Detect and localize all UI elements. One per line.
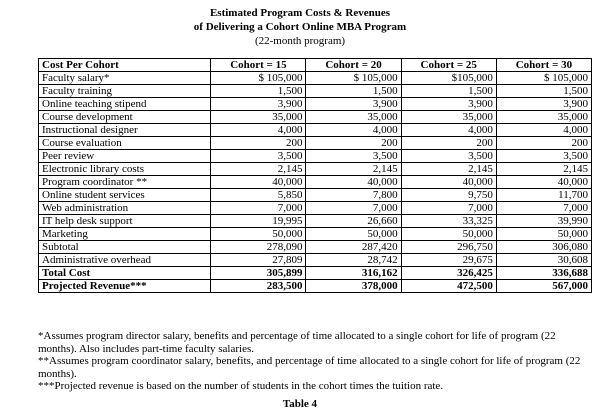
cost-table <box>38 58 592 293</box>
table-cell: 336,688 <box>496 267 591 280</box>
table-row <box>39 280 592 293</box>
table-cell: 4,000 <box>496 124 591 137</box>
table-cell: 9,750 <box>401 189 496 202</box>
row-label: Course development <box>39 111 211 124</box>
table-row <box>39 137 592 150</box>
table-header-row <box>39 59 592 72</box>
table-cell: 26,660 <box>306 215 401 228</box>
table-cell: 567,000 <box>496 280 591 293</box>
table-row <box>39 72 592 85</box>
row-label: Peer review <box>39 150 211 163</box>
table-row <box>39 176 592 189</box>
table-cell: 50,000 <box>401 228 496 241</box>
table-cell: 3,500 <box>306 150 401 163</box>
row-label: Administrative overhead <box>39 254 211 267</box>
table-cell: 3,500 <box>211 150 306 163</box>
table-row <box>39 124 592 137</box>
title-line-2: of Delivering a Cohort Online MBA Program <box>193 21 407 33</box>
table-cell: 35,000 <box>211 111 306 124</box>
table-cell: 4,000 <box>306 124 401 137</box>
column-header: Cost Per Cohort <box>39 59 211 72</box>
table-cell: 1,500 <box>401 85 496 98</box>
row-label: Web administration <box>39 202 211 215</box>
table-cell: 4,000 <box>401 124 496 137</box>
row-label: Projected Revenue*** <box>39 280 211 293</box>
document-title <box>0 6 600 48</box>
table-row <box>39 241 592 254</box>
column-header: Cohort = 30 <box>496 59 591 72</box>
row-label: Total Cost <box>39 267 211 280</box>
table-cell: 40,000 <box>211 176 306 189</box>
table-cell: 5,850 <box>211 189 306 202</box>
table-cell: 2,145 <box>401 163 496 176</box>
table-cell: 7,000 <box>211 202 306 215</box>
table-cell: 4,000 <box>211 124 306 137</box>
table-cell: 200 <box>306 137 401 150</box>
table-cell: 35,000 <box>306 111 401 124</box>
table-body <box>39 72 592 293</box>
footnote: **Assumes program coordinator salary, benefits, and percentage of time allocated to a single cohort for life of program (22 months). <box>38 355 581 380</box>
table-cell: 316,162 <box>306 267 401 280</box>
table-cell: 30,608 <box>496 254 591 267</box>
table-caption: Table 4 <box>282 398 318 410</box>
footnotes <box>38 330 594 393</box>
table-cell: 19,995 <box>211 215 306 228</box>
table-cell: 7,000 <box>401 202 496 215</box>
row-label: Instructional designer <box>39 124 211 137</box>
table-row <box>39 267 592 280</box>
table-cell: $ 105,000 <box>306 72 401 85</box>
column-header: Cohort = 25 <box>401 59 496 72</box>
table-cell: 1,500 <box>306 85 401 98</box>
table-cell: 296,750 <box>401 241 496 254</box>
table-cell: 50,000 <box>496 228 591 241</box>
table-cell: 472,500 <box>401 280 496 293</box>
column-header: Cohort = 15 <box>211 59 306 72</box>
table-cell: 2,145 <box>211 163 306 176</box>
table-cell: 200 <box>496 137 591 150</box>
row-label: Course evaluation <box>39 137 211 150</box>
table-cell: 29,675 <box>401 254 496 267</box>
table-cell: $ 105,000 <box>496 72 591 85</box>
row-label: Faculty salary* <box>39 72 211 85</box>
table-cell: 306,080 <box>496 241 591 254</box>
table-cell: 28,742 <box>306 254 401 267</box>
table-cell: 40,000 <box>496 176 591 189</box>
table-cell: 2,145 <box>496 163 591 176</box>
table-cell: 283,500 <box>211 280 306 293</box>
row-label: Online student services <box>39 189 211 202</box>
table-cell: 39,990 <box>496 215 591 228</box>
row-label: Faculty training <box>39 85 211 98</box>
table-row <box>39 150 592 163</box>
table-cell: 27,809 <box>211 254 306 267</box>
table-cell: 1,500 <box>211 85 306 98</box>
table-cell: 40,000 <box>306 176 401 189</box>
table-cell: 3,900 <box>401 98 496 111</box>
table-cell: 2,145 <box>306 163 401 176</box>
row-label: IT help desk support <box>39 215 211 228</box>
table-row <box>39 85 592 98</box>
table-cell: 11,700 <box>496 189 591 202</box>
table-row <box>39 254 592 267</box>
table-cell: 326,425 <box>401 267 496 280</box>
table-cell: $105,000 <box>401 72 496 85</box>
footnote: ***Projected revenue is based on the number of students in the cohort times the tuition rate. <box>38 380 444 392</box>
table-cell: 287,420 <box>306 241 401 254</box>
row-label: Online teaching stipend <box>39 98 211 111</box>
table-cell: 200 <box>401 137 496 150</box>
table-cell: 33,325 <box>401 215 496 228</box>
table-cell: 7,000 <box>496 202 591 215</box>
table-cell: 40,000 <box>401 176 496 189</box>
title-line-3: (22-month program) <box>254 35 346 47</box>
table-cell: 278,090 <box>211 241 306 254</box>
table-cell: $ 105,000 <box>211 72 306 85</box>
table-cell: 3,500 <box>496 150 591 163</box>
row-label: Marketing <box>39 228 211 241</box>
table-row <box>39 111 592 124</box>
table-cell: 7,800 <box>306 189 401 202</box>
table-cell: 3,900 <box>496 98 591 111</box>
table-row <box>39 189 592 202</box>
table-cell: 3,900 <box>306 98 401 111</box>
table-cell: 200 <box>211 137 306 150</box>
table-row <box>39 98 592 111</box>
table-cell: 3,500 <box>401 150 496 163</box>
row-label: Program coordinator ** <box>39 176 211 189</box>
column-header: Cohort = 20 <box>306 59 401 72</box>
row-label: Subtotal <box>39 241 211 254</box>
table-row <box>39 202 592 215</box>
table-cell: 378,000 <box>306 280 401 293</box>
table-cell: 305,899 <box>211 267 306 280</box>
table-cell: 50,000 <box>211 228 306 241</box>
table-cell: 7,000 <box>306 202 401 215</box>
table-cell: 35,000 <box>496 111 591 124</box>
table-cell: 1,500 <box>496 85 591 98</box>
table-cell: 3,900 <box>211 98 306 111</box>
table-row <box>39 228 592 241</box>
table-cell: 50,000 <box>306 228 401 241</box>
row-label: Electronic library costs <box>39 163 211 176</box>
table-cell: 35,000 <box>401 111 496 124</box>
table-row <box>39 163 592 176</box>
title-line-1: Estimated Program Costs & Revenues <box>209 7 391 19</box>
table-row <box>39 215 592 228</box>
footnote: *Assumes program director salary, benefits and percentage of time allocated to a single cohort for life of program (22 months). Also includes part-time faculty salaries. <box>38 330 556 355</box>
